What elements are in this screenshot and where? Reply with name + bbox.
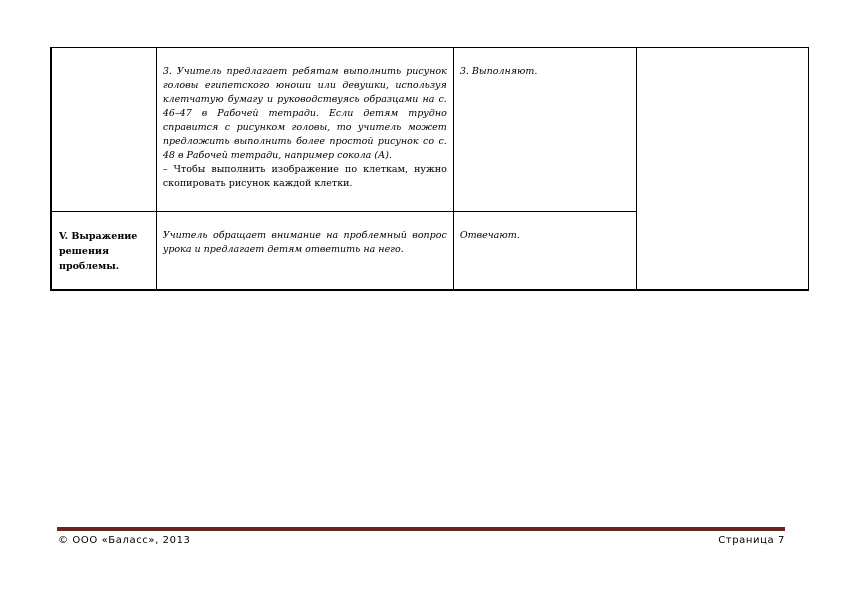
teacher-activity-text: 3. Учитель предлагает ребятам выполнить рисунок головы египетского юноши или девушки, используя клетчатую бумагу и руководствуясь образцами на с. 46–47 в Рабочей тетради. Если детям трудно справится с рисунком головы, то учитель может предложить выполнить более простой рисунок со с. 48 в Рабочей тетради, например сокола (А). bbox=[162, 66, 447, 161]
teacher-activity-cell bbox=[156, 212, 453, 290]
footer-copyright: © ООО «Баласс», 2013 bbox=[58, 535, 191, 546]
pupil-activity-cell bbox=[453, 212, 637, 290]
teacher-activity-note: – Чтобы выполнить изображение по клеткам, нужно скопировать рисунок каждой клетки. bbox=[162, 164, 447, 189]
footer-page-number: Страница 7 bbox=[718, 535, 785, 546]
stage-cell bbox=[51, 48, 156, 212]
pupil-activity-cell bbox=[453, 48, 637, 212]
pupil-activity-text: 3. Выполняют. bbox=[459, 66, 538, 77]
table-row bbox=[51, 48, 809, 212]
lesson-plan-table bbox=[50, 47, 809, 291]
stage-cell bbox=[51, 212, 156, 290]
teacher-activity-cell bbox=[156, 48, 453, 212]
pupil-activity-text: Отвечают. bbox=[459, 230, 520, 241]
stage-label bbox=[52, 48, 156, 65]
stage-label: V. Выражение решения проблемы. bbox=[59, 231, 138, 272]
teacher-activity-text: Учитель обращает внимание на проблемный вопрос урока и предлагает детям ответить на него. bbox=[162, 230, 447, 255]
footer-divider bbox=[57, 527, 785, 531]
result-cell bbox=[637, 48, 809, 290]
result-text bbox=[637, 48, 808, 65]
